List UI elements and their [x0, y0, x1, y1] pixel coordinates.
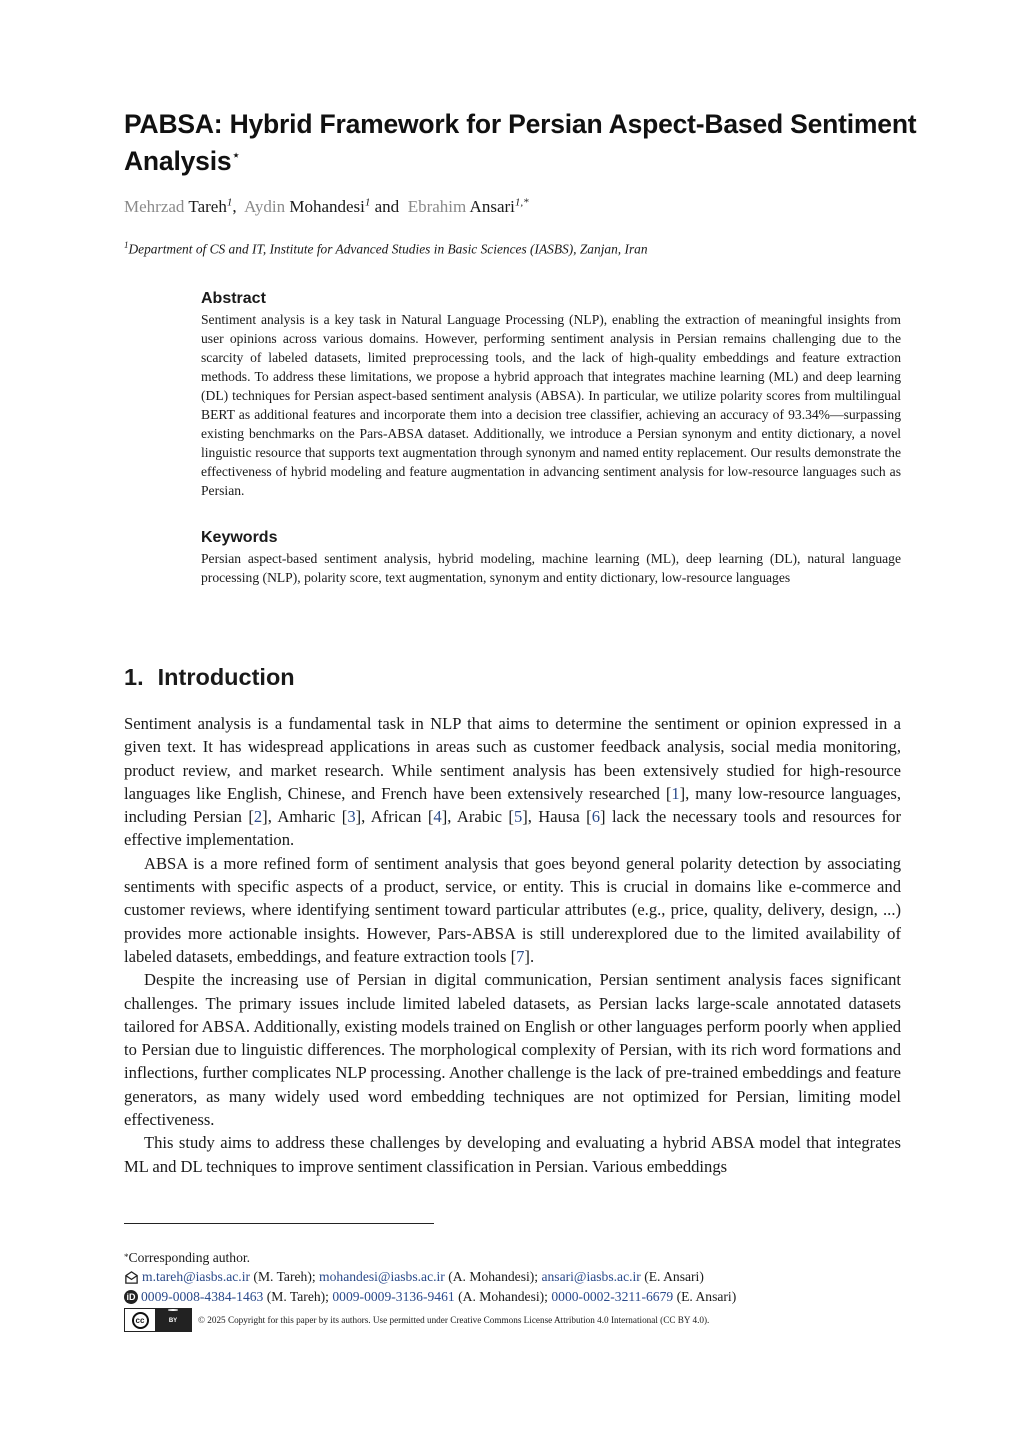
citation-link[interactable]: 7: [516, 946, 525, 966]
orcid-link[interactable]: 0009-0009-3136-9461: [332, 1288, 455, 1304]
author: Ebrahim Ansari$^{1,*}$: [407, 196, 529, 216]
citation-link[interactable]: 3: [347, 807, 356, 827]
orcid-link[interactable]: 0009-0008-4384-1463: [141, 1288, 264, 1304]
introduction-body: [124, 712, 901, 1178]
orcid-icon: iD: [124, 1290, 138, 1304]
keywords-text: Persian aspect-based sentiment analysis, hybrid modeling, machine learning (ML), deep learning (DL), natural language processing (NLP), polarity score, text augmentation, synonym and entity dictionary, low-resource languages: [201, 551, 901, 585]
footnote-rule: [124, 1223, 434, 1224]
paragraph: ABSA is a more refined form of sentiment analysis that goes beyond general polarity detection by associating sentiments with specific aspects of a product, service, or entity. This is crucial in domains like e-commerce and customer reviews, where identifying sentiment toward particular attributes (e.g., price, quality, delivery, design, ...) provides more actionable insights. However, Pars-ABSA is still underexplored due to the limited availability of labeled datasets, embeddings, and feature extraction tools [7].: [124, 853, 901, 966]
abstract-heading: Abstract: [201, 290, 266, 307]
title-star-footnote: ⋆: [231, 147, 241, 165]
abstract-text: Sentiment analysis is a key task in Natural Language Processing (NLP), enabling the extraction of meaningful insights from user opinions across various domains. However, performing sentiment analysis in Persian remains challenging due to the scarcity of labeled datasets, limited preprocessing tools, and the lack of high-quality embeddings and feature extraction methods. To address these limitations, we propose a hybrid approach that integrates machine learning (ML) and deep learning (DL) techniques for Persian aspect-based sentiment analysis (ABSA). In particular, we utilize polarity scores from multilingual BERT as additional features and incorporate them into a decision tree classifier, achieving an accuracy of 93.34%—surpassing existing benchmarks on the Pars-ABSA dataset. Additionally, we introduce a Persian synonym and entity dictionary, a novel linguistic resource that supports text augmentation through synonym and named entity replacement. Our results demonstrate the effectiveness of hybrid modeling and feature augmentation in advancing sentiment analysis for low-resource languages such as Persian.: [201, 312, 901, 498]
affiliation: $^1$Department of CS and IT, Institute for Advanced Studies in Basic Sciences (IASBS), Zanjan, Iran: [124, 240, 648, 257]
keywords-heading: Keywords: [201, 529, 278, 546]
license-text: © 2025 Copyright for this paper by its authors. Use permitted under Creative Commons License Attribution 4.0 International (CC BY 4.0).: [198, 1314, 710, 1325]
citation-link[interactable]: 6: [591, 807, 601, 827]
paragraph: Despite the increasing use of Persian in digital communication, Persian sentiment analysis faces significant challenges. The primary issues include limited labeled datasets, as Persian lacks large-scale annotated datasets tailored for ABSA. Additionally, existing models trained on English or other languages perform poorly when applied to Persian due to linguistic differences. The morphological complexity of Persian, with its rich word formations and inflections, further complicates NLP processing. Another challenge is the lack of pre-trained embeddings and feature generators, as many widely used word embedding techniques are not optimized for Persian, limiting model effectiveness.: [124, 970, 901, 1130]
orcid-link[interactable]: 0000-0002-3211-6679: [551, 1288, 674, 1304]
license-row: [124, 1308, 736, 1332]
section-heading-introduction: 1. Introduction: [124, 664, 295, 690]
citation-link[interactable]: 4: [433, 807, 442, 827]
author: Mehrzad Tareh$^1$,: [124, 196, 245, 216]
footnotes: [124, 1248, 736, 1332]
email-row: m.tareh@iasbs.ac.ir (M. Tareh); mohandesi@iasbs.ac.ir (A. Mohandesi); ansari@iasbs.ac.ir (E. Ansari): [124, 1267, 736, 1286]
paragraph: This study aims to address these challenges by developing and evaluating a hybrid ABSA model that integrates ML and DL techniques to improve sentiment classification in Persian. Various embeddings: [124, 1133, 901, 1176]
paper-title: PABSA: Hybrid Framework for Persian Aspect-Based Sentiment Analysis⋆: [124, 109, 917, 176]
author-list: [124, 196, 529, 217]
author: Aydin Mohandesi$^1$ and: [244, 196, 408, 216]
email-link[interactable]: ansari@iasbs.ac.ir: [541, 1269, 641, 1285]
citation-link[interactable]: 1: [671, 783, 680, 803]
citation-link[interactable]: 5: [513, 807, 523, 827]
email-link[interactable]: m.tareh@iasbs.ac.ir: [142, 1269, 251, 1285]
citation-link[interactable]: 2: [253, 807, 263, 827]
paragraph: Sentiment analysis is a fundamental task in NLP that aims to determine the sentiment or opinion expressed in a given text. It has widespread applications in areas such as customer feedback analysis, social media monitoring, product review, and market research. While sentiment analysis has been extensively studied for high-resource languages like English, Chinese, and French have been extensively researched [1], many low-resource languages, including Persian [2], Amharic [3], African [4], Arabic [5], Hausa [6] lack the necessary tools and resources for effective implementation.: [124, 714, 902, 850]
cc-by-license-icon[interactable]: cc BY: [124, 1308, 192, 1332]
orcid-row: iD 0009-0008-4384-1463 (M. Tareh); 0009-0009-3136-9461 (A. Mohandesi); 0000-0002-3211-6679 (E. Ansari): [124, 1287, 736, 1306]
email-link[interactable]: mohandesi@iasbs.ac.ir: [319, 1269, 445, 1285]
corresponding-note: * Corresponding author.: [124, 1250, 251, 1265]
envelope-icon: [124, 1270, 139, 1285]
